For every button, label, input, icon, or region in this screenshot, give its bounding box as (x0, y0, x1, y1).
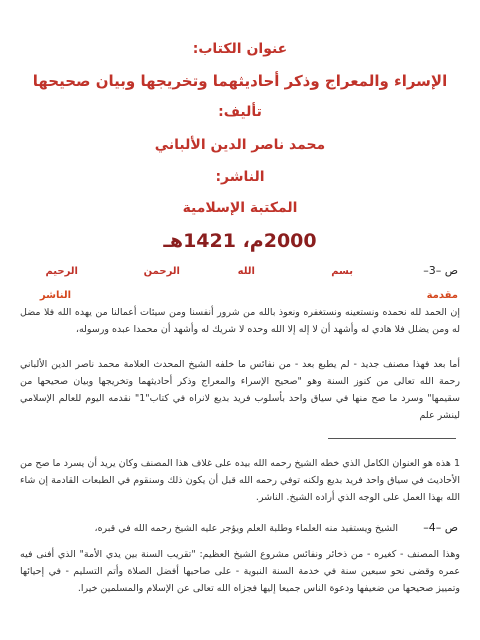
footnote-text: 1 هذه هو العنوان الكامل الذي خطه الشيخ رحمه الله بيده على غلاف هذا المصنف وكان يريد أن يسرد ما صح من الأحاديث في سياق واحد فريد بديع ولكنه توفي رحمه الله قبل أن يكون ذلك وسنقوم في الطبعات القادمة إن شاء الله بهذا العمل على الوجه الذي أراده الشيخ. الناشر. (20, 458, 460, 503)
publisher-label: الناشر: (215, 169, 265, 185)
bismillah-word-1: بسم (331, 266, 353, 277)
intro-paragraph-2: أما بعد فهذا مصنف جديد - لم يطبع بعد - من نفائس ما خلفه الشيخ المحدث العلامة محمد ناصر الدين الألباني رحمة الله تعالى من كنوز السنة وهو "صحيح الإسراء والمعراج وذكر أحاديثهما وتخريجها وبيان صحيحها من سقيمها" وسرد ما صح منها في سياق واحد بأسلوب فريد بديع لانراه في كتاب"1" نقدمه اليوم للعالم الإسلامي لينشر علم (20, 359, 460, 421)
bismillah-word-3: الرحمن (143, 266, 180, 277)
book-title-label: عنوان الكتاب: (192, 41, 288, 57)
page4-paragraph: وهذا المصنف - كغيره - من ذخائر ونفائس مشروع الشيخ العظيم: "تقريب السنة بين يدي الأمة" الذي أفنى فيه عمره وقضى نحو سبعين سنة في خدمة السنة النبوية - على صاحبها أفضل الصلاة وأتم التسليم - في إحيائها وتمييز صحيحها من ضعيفها ودعوة الناس جميعا إليها فجزاه الله تعالى عن الإسلام والمسلمين خيرا. (20, 549, 460, 594)
footnote-separator (328, 438, 456, 439)
bismillah-word-4: الرحيم (45, 266, 78, 277)
author-label: تأليف: (218, 104, 262, 120)
page-marker-3: ص –3– (423, 264, 458, 277)
author-name: محمد ناصر الدين الألباني (154, 137, 326, 153)
publisher-name: المكتبة الإسلامية (182, 200, 298, 216)
bismillah-word-2: الله (237, 266, 255, 277)
heading-publisher: الناشر (39, 290, 71, 301)
heading-intro: مقدمة (426, 290, 458, 301)
publication-year: 2000م، 1421هـ (163, 230, 317, 252)
page4-first-line: الشيخ ويستفيد منه العلماء وطلبة العلم ويؤجر عليه الشيخ رحمه الله في قبره، (94, 523, 398, 534)
intro-paragraph-1: إن الحمد لله نحمده ونستعينه ونستغفره ونعوذ بالله من شرور أنفسنا ومن سيئات أعمالنا من يهده الله فلا مضل له ومن يضلل فلا هادي له وأشهد أن لا إله إلا الله وحده لا شريك له وأشهد أن محمدا عبده ورسوله، (20, 307, 460, 335)
page-marker-4: ص –4– (423, 521, 458, 534)
book-title: الإسراء والمعراج وذكر أحاديثهما وتخريجها وبيان صحيحها (32, 72, 448, 90)
